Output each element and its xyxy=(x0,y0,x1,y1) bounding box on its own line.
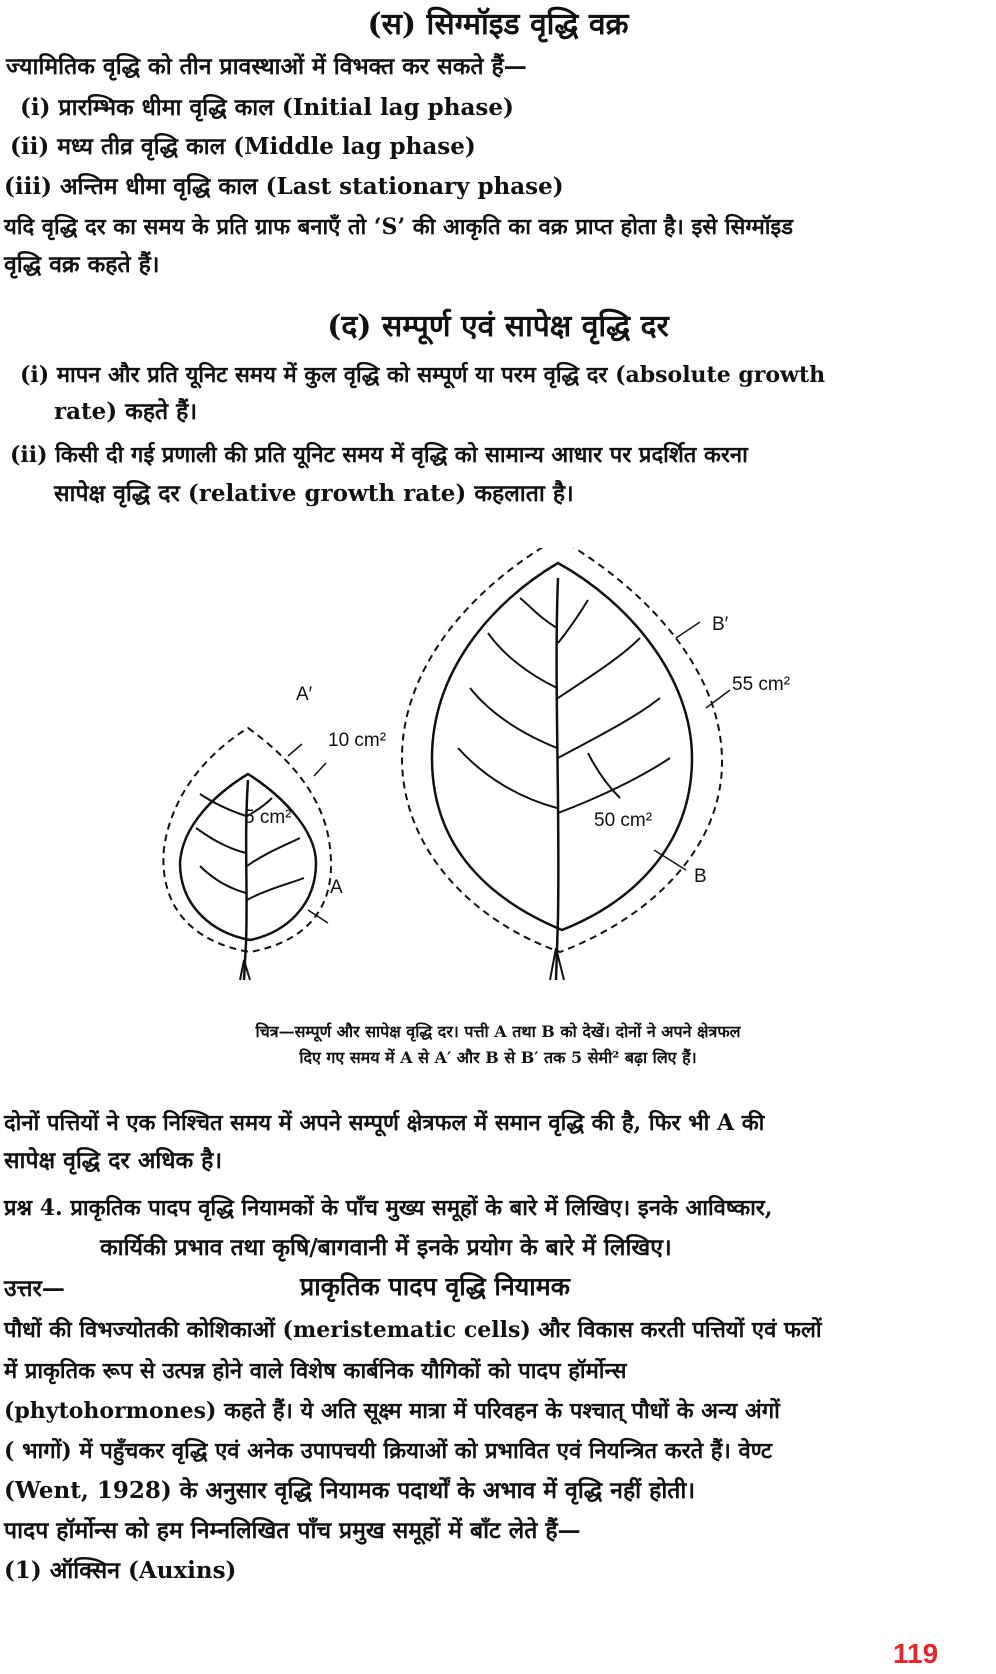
leaf-b-vein xyxy=(558,758,670,813)
figure-caption-line: चित्र—सम्पूर्ण और सापेक्ष वृद्धि दर। पत्ती A तथा B को देखें। दोनों ने अपने क्षेत्रफल xyxy=(255,1022,741,1041)
leaf-a-vein xyxy=(200,794,246,816)
page-number: 119 xyxy=(893,1638,939,1669)
section-heading-sigmoid: (स) सिग्मॉइड वृद्धि वक्र xyxy=(367,7,629,42)
leaf-a-vein xyxy=(247,878,304,900)
definition-line: सापेक्ष वृद्धि दर (relative growth rate) कहलाता है। xyxy=(54,480,574,507)
phases-intro: ज्यामितिक वृद्धि को तीन प्रावस्थाओं में विभक्त कर सकते हैं— xyxy=(6,53,527,80)
phase-item: (ii) मध्य तीव्र वृद्धि काल (Middle lag phase) xyxy=(10,133,476,160)
leaf-b-outline xyxy=(432,563,692,930)
question-line: प्रश्न 4. प्राकृतिक पादप वृद्धि नियामकों के पाँच मुख्य समूहों के बारे में लिखिए। इनके आविष्कार, xyxy=(4,1195,773,1221)
sigmoid-paragraph-line: वृद्धि वक्र कहते हैं। xyxy=(4,251,160,278)
definition-line: rate) कहते हैं। xyxy=(54,398,198,425)
leaf-b-vein xyxy=(488,633,557,688)
groups-intro: पादप हॉर्मोन्स को हम निम्नलिखित पाँच प्रमुख समूहों में बाँट लेते हैं— xyxy=(4,1517,581,1544)
leader-line xyxy=(676,622,700,638)
leaf-b-vein xyxy=(458,748,557,808)
comparison-line: सापेक्ष वृद्धि दर अधिक है। xyxy=(4,1147,223,1174)
leaf-a-vein xyxy=(247,838,300,866)
leader-line xyxy=(314,763,326,776)
leaf-b-prime-outline xyxy=(402,548,722,952)
leaf-b-prime-label: B′ xyxy=(712,614,729,635)
comparison-line: दोनों पत्तियों ने एक निश्चित समय में अपने सम्पूर्ण क्षेत्रफल में समान वृद्धि की है, फिर भी A की xyxy=(4,1110,765,1136)
leaf-b-area-label: 50 cm² xyxy=(594,810,653,831)
leaf-b-label: B xyxy=(694,866,707,887)
phase-item: (i) प्रारम्भिक धीमा वृद्धि काल (Initial lag phase) xyxy=(20,94,514,121)
leaf-a-vein xyxy=(196,828,246,853)
question-line: कार्यिकी प्रभाव तथा कृषि/बागवानी में इनके प्रयोग के बारे में लिखिए। xyxy=(100,1234,672,1261)
leaf-b-vein xyxy=(558,638,640,698)
phase-item: (iii) अन्तिम धीमा वृद्धि काल (Last stationary phase) xyxy=(4,173,564,200)
leaf-b-prime-area-label: 55 cm² xyxy=(732,674,791,695)
leaf-b-midrib xyxy=(556,578,558,980)
answer-paragraph-line: पौधों की विभज्योतकी कोशिकाओं (meristematic cells) और विकास करती पत्तियों एवं फलों xyxy=(4,1317,822,1343)
answer-paragraph-line: में प्राकृतिक रूप से उत्पन्न होने वाले विशेष कार्बनिक यौगिकों को पादप हॉर्मोन्स xyxy=(4,1358,627,1384)
leaf-a-area-label: 5 cm² xyxy=(244,807,292,828)
leaf-b-vein xyxy=(588,753,620,798)
leaf-a-prime-label: A′ xyxy=(296,684,313,705)
leaf-b-vein xyxy=(520,598,557,628)
definition-line: (ii) किसी दी गई प्रणाली की प्रति यूनिट समय में वृद्धि को सामान्य आधार पर प्रदर्शित करना xyxy=(10,442,748,468)
leader-line xyxy=(706,690,730,708)
leader-line xyxy=(288,744,302,756)
answer-paragraph-line: (phytohormones) कहते हैं। ये अति सूक्ष्म मात्रा में परिवहन के पश्चात् पौधों के अन्य अंगों xyxy=(4,1398,780,1424)
leaf-b-vein xyxy=(558,600,588,643)
answer-label: उत्तर— xyxy=(4,1275,65,1302)
leaf-a-vein xyxy=(200,866,246,893)
leaf-a-prime-area-label: 10 cm² xyxy=(328,730,387,751)
leaf-growth-figure xyxy=(140,548,860,988)
answer-heading: प्राकृतिक पादप वृद्धि नियामक xyxy=(300,1272,570,1301)
answer-paragraph-line: (Went, 1928) के अनुसार वृद्धि नियामक पदार्थों के अभाव में वृद्धि नहीं होती। xyxy=(4,1477,696,1504)
answer-paragraph-line: ( भागों) में पहुँचकर वृद्धि एवं अनेक उपापचयी क्रियाओं को प्रभावित एवं नियन्त्रित करते हैं। वेण्ट xyxy=(4,1438,773,1464)
leaf-a-label: A xyxy=(330,877,343,898)
auxins-heading: (1) ऑक्सिन (Auxins) xyxy=(4,1557,237,1584)
sigmoid-paragraph-line: यदि वृद्धि दर का समय के प्रति ग्राफ बनाएँ तो ‘S’ की आकृति का वक्र प्राप्त होता है। इसे सिग्मॉइड xyxy=(4,214,793,240)
leaf-b-vein xyxy=(470,688,557,748)
section-heading-growth-rate: (द) सम्पूर्ण एवं सापेक्ष वृद्धि दर xyxy=(327,309,669,344)
leaf-b-vein xyxy=(558,698,660,758)
definition-line: (i) मापन और प्रति यूनिट समय में कुल वृद्धि को सम्पूर्ण या परम वृद्धि दर (absolute growth xyxy=(20,362,826,388)
figure-caption-line: दिए गए समय में A से A′ और B से B′ तक 5 सेमी² बढ़ा लिए हैं। xyxy=(299,1048,697,1067)
